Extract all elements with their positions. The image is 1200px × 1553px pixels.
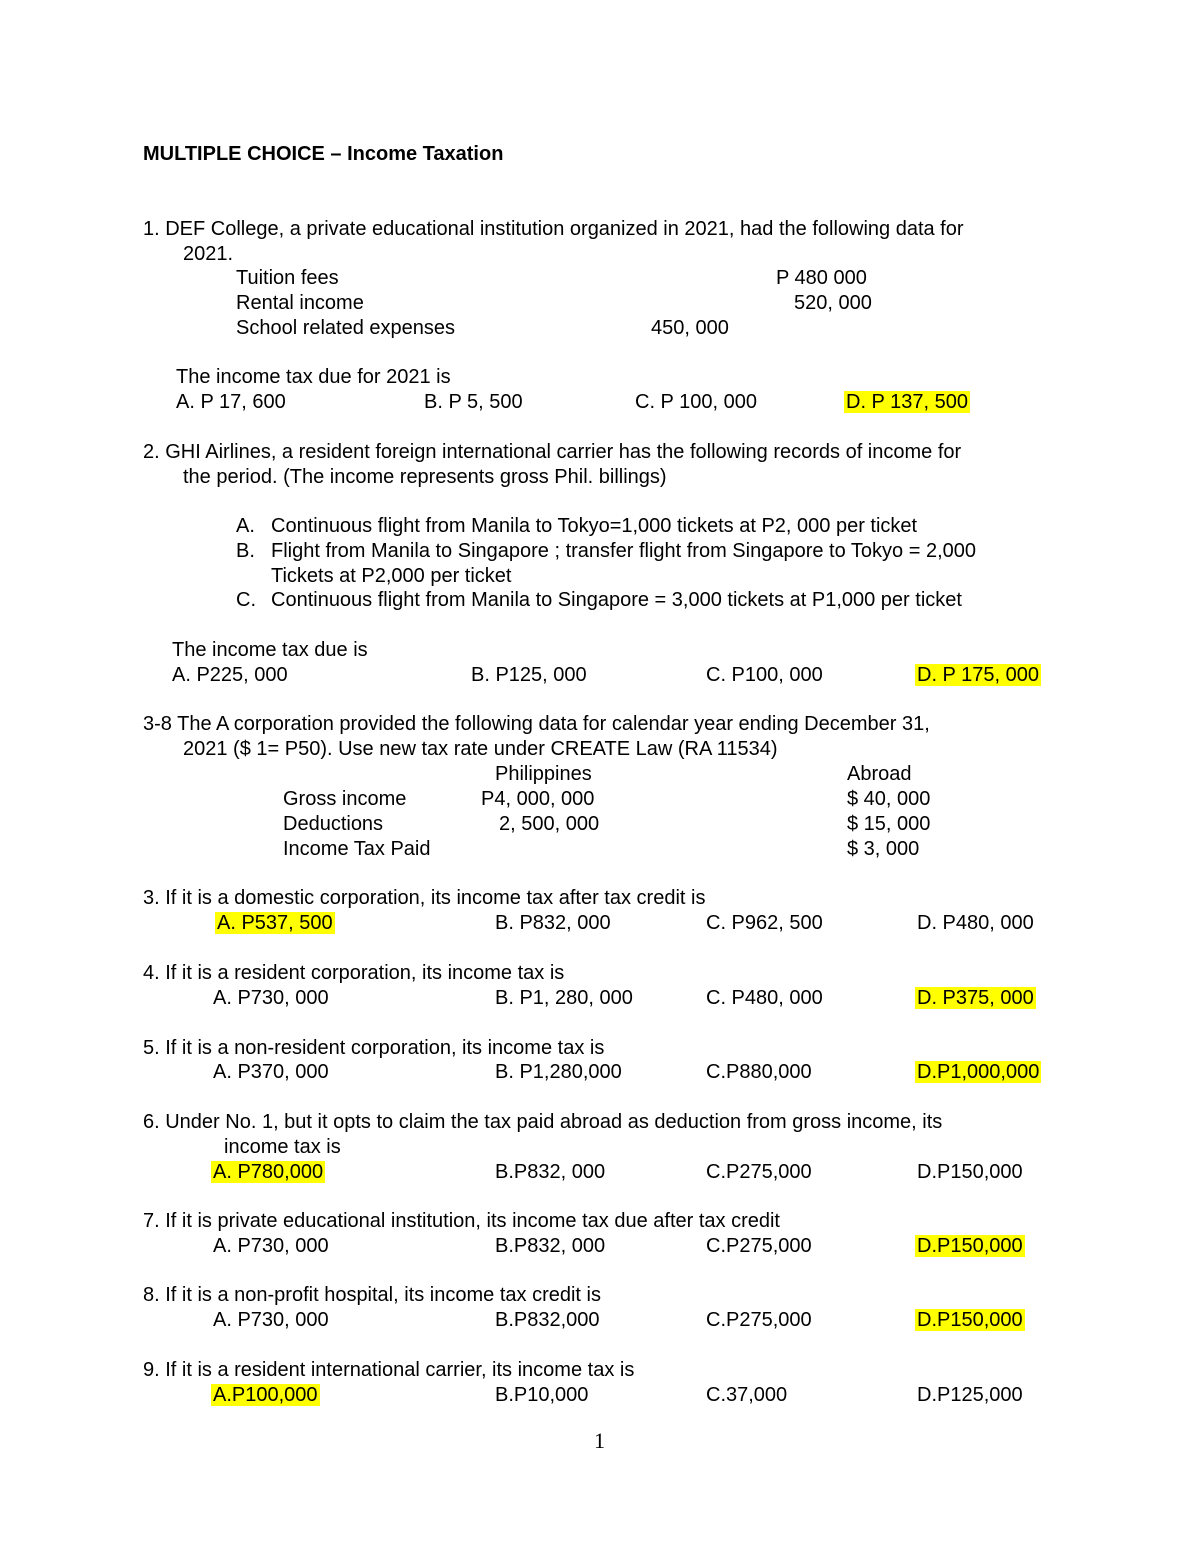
document-title: MULTIPLE CHOICE – Income Taxation [143,143,504,165]
choice-c: C. P100, 000 [706,664,823,686]
choice-c: C.P275,000 [706,1235,812,1257]
choice-d-answer: D. P375, 000 [917,987,1034,1009]
choice-d-answer: D. P 137, 500 [846,391,968,413]
list-marker: A. [236,515,255,537]
list-item: Flight from Manila to Singapore ; transfer flight from Singapore to Tokyo = 2,000 [271,540,976,562]
choice-c: C. P 100, 000 [635,391,757,413]
choice-b: B. P1,280,000 [495,1061,622,1083]
list-item: Continuous flight from Manila to Tokyo=1,000 tickets at P2, 000 per ticket [271,515,918,537]
table-cell-abroad: $ 15, 000 [847,813,931,835]
choice-c: C. P962, 500 [706,912,823,934]
choice-c: C.P275,000 [706,1309,812,1331]
choice-b: B.P10,000 [495,1384,589,1406]
choice-a: A. P370, 000 [213,1061,329,1083]
choice-c: C.P880,000 [706,1061,812,1083]
section-3-8-text: 3-8 The A corporation provided the following data for calendar year ending December 31, [143,713,930,735]
choice-b: B. P 5, 500 [424,391,523,413]
choice-a: A. P225, 000 [172,664,288,686]
question-text: 6. Under No. 1, but it opts to claim the tax paid abroad as deduction from gross income, its [143,1111,943,1133]
section-3-8-text-cont: 2021 ($ 1= P50). Use new tax rate under CREATE Law (RA 11534) [183,738,778,760]
choice-d: D.P150,000 [917,1161,1023,1183]
question-text: 3. If it is a domestic corporation, its income tax after tax credit is [143,887,706,909]
q1-row-value: 450, 000 [651,317,729,339]
table-cell-abroad: $ 40, 000 [847,788,931,810]
choice-d-answer: D.P150,000 [917,1235,1023,1257]
choice-a: A. P730, 000 [213,1309,329,1331]
column-header-philippines: Philippines [495,763,592,785]
choice-d: D.P125,000 [917,1384,1023,1406]
q1-row-value: 520, 000 [794,292,872,314]
table-row-label: Gross income [283,788,407,810]
choice-a: A. P730, 000 [213,1235,329,1257]
question-text: 7. If it is private educational institution, its income tax due after tax credit [143,1210,780,1232]
list-marker: C. [236,589,256,611]
choice-b: B.P832, 000 [495,1161,606,1183]
choice-a: A. P730, 000 [213,987,329,1009]
choice-d-answer: D. P 175, 000 [917,664,1039,686]
choice-a-answer: A.P100,000 [213,1384,318,1406]
choice-d: D. P480, 000 [917,912,1034,934]
q1-row-label: Tuition fees [236,267,339,289]
page-number: 1 [594,1428,605,1453]
choice-b: B. P125, 000 [471,664,587,686]
q1-row-label: Rental income [236,292,364,314]
list-item: Continuous flight from Manila to Singapore = 3,000 tickets at P1,000 per ticket [271,589,962,611]
question-text: 5. If it is a non-resident corporation, its income tax is [143,1037,605,1059]
column-header-abroad: Abroad [847,763,912,785]
choice-c: C.37,000 [706,1384,788,1406]
choice-c: C.P275,000 [706,1161,812,1183]
choice-b: B. P1, 280, 000 [495,987,633,1009]
q1-row-value: P 480 000 [776,267,867,289]
question-text: 9. If it is a resident international carrier, its income tax is [143,1359,635,1381]
choice-d-answer: D.P150,000 [917,1309,1023,1331]
list-marker: B. [236,540,255,562]
choice-c: C. P480, 000 [706,987,823,1009]
question-text-cont: income tax is [224,1136,341,1158]
question-text: 8. If it is a non-profit hospital, its income tax credit is [143,1284,601,1306]
list-item-cont: Tickets at P2,000 per ticket [271,565,512,587]
choice-b: B. P832, 000 [495,912,611,934]
question-1-text: 1. DEF College, a private educational institution organized in 2021, had the following data for [143,218,964,240]
table-row-label: Deductions [283,813,384,835]
choice-b: B.P832,000 [495,1309,600,1331]
choice-a-answer: A. P780,000 [213,1161,324,1183]
choice-b: B.P832, 000 [495,1235,606,1257]
question-2-text-cont: the period. (The income represents gross Phil. billings) [183,466,667,488]
table-row-label: Income Tax Paid [283,838,431,860]
table-cell-ph: 2, 500, 000 [499,813,600,835]
choice-a: A. P 17, 600 [176,391,286,413]
table-cell-abroad: $ 3, 000 [847,838,920,860]
question-1-text-cont: 2021. [183,243,234,265]
q1-row-label: School related expenses [236,317,456,339]
question-text: 4. If it is a resident corporation, its income tax is [143,962,565,984]
question-2-prompt: The income tax due is [172,639,368,661]
choice-d-answer: D.P1,000,000 [917,1061,1040,1083]
table-cell-ph: P4, 000, 000 [481,788,595,810]
choice-a-answer: A. P537, 500 [217,912,333,934]
question-2-text: 2. GHI Airlines, a resident foreign international carrier has the following records of income for [143,441,962,463]
question-1-prompt: The income tax due for 2021 is [176,366,451,388]
